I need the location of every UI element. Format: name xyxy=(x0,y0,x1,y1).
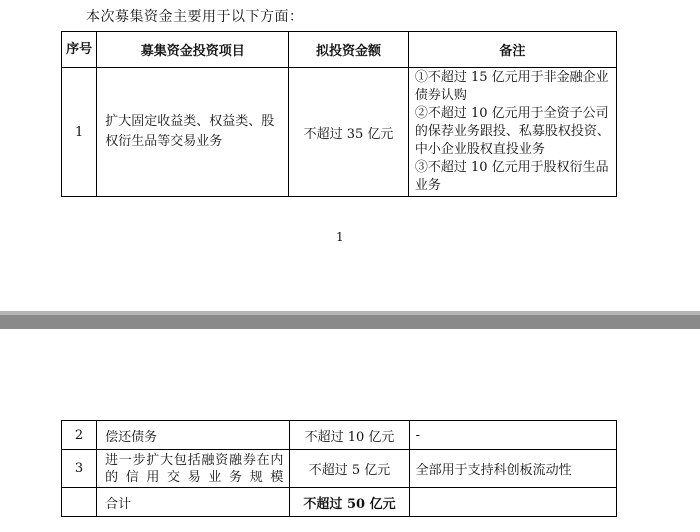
row-note: - xyxy=(409,421,616,450)
row-no: 3 xyxy=(62,450,97,488)
row-no: 1 xyxy=(62,68,97,197)
header-project: 募集资金投资项目 xyxy=(97,32,289,68)
row-amount: 不超过 10 亿元 xyxy=(290,421,409,450)
page-number: 1 xyxy=(336,230,344,244)
table-header-row xyxy=(62,32,617,68)
row-project: 扩大固定收益类、权益类、股权衍生品等交易业务 xyxy=(97,68,289,197)
header-amount: 拟投资金额 xyxy=(289,32,409,68)
total-no xyxy=(62,488,97,517)
note-item: ②不超过 10 亿元用于全资子公司的保荐业务跟投、私募股权投资、中小企业股权直投业务 xyxy=(414,106,610,157)
fund-usage-table xyxy=(61,31,617,197)
table-row xyxy=(62,68,617,197)
row-amount: 不超过 5 亿元 xyxy=(290,450,409,488)
row-note: 全部用于支持科创板流动性 xyxy=(409,450,616,488)
total-note xyxy=(409,488,616,517)
header-note: 备注 xyxy=(408,32,616,68)
document-page-2 xyxy=(0,329,700,532)
row-project: 进一步扩大包括融资融券在内的信用交易业务规模 xyxy=(97,450,290,488)
row-note xyxy=(408,68,616,197)
total-label: 合计 xyxy=(97,488,290,517)
page-separator xyxy=(0,315,700,329)
table-row xyxy=(62,421,617,450)
row-project: 偿还债务 xyxy=(97,421,290,450)
table-total-row xyxy=(62,488,617,517)
intro-text: 本次募集资金主要用于以下方面： xyxy=(86,9,304,25)
table-row xyxy=(62,450,617,488)
row-no: 2 xyxy=(62,421,97,450)
row-amount: 不超过 35 亿元 xyxy=(289,68,409,197)
note-item: ③不超过 10 亿元用于股权衍生品业务 xyxy=(414,160,609,193)
note-item: ①不超过 15 亿元用于非金融企业债券认购 xyxy=(414,70,609,103)
header-no: 序号 xyxy=(62,32,97,68)
fund-usage-table-continued xyxy=(61,420,617,517)
total-amount: 不超过 50 亿元 xyxy=(290,488,409,517)
